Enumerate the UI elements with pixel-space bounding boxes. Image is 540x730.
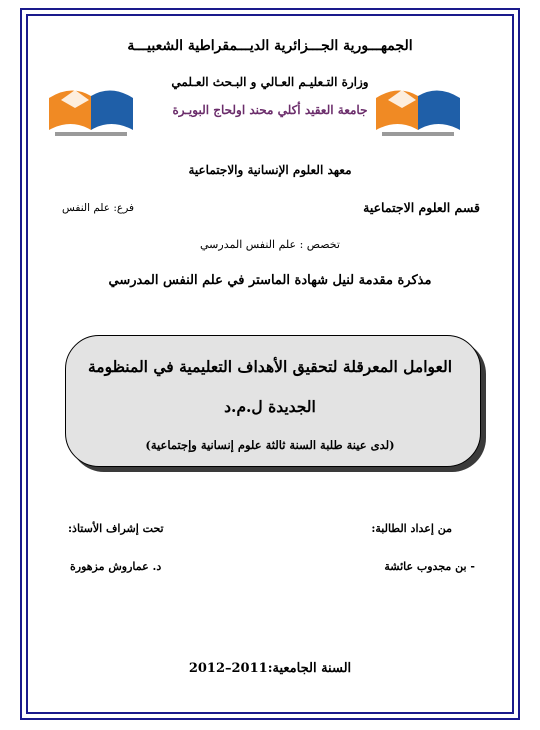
prepared-by-label: من إعداد الطالبة: bbox=[371, 522, 452, 535]
university-name: جامعة العقيد أكلي محند اولحاج البويـرة bbox=[172, 103, 368, 117]
university-book-logo-icon bbox=[372, 78, 464, 140]
thesis-title-line-2: الجديدة ل.م.د bbox=[224, 397, 316, 416]
thesis-sample: (لدى عينة طلبة السنة ثالثة علوم إنسانية وإجتماعية) bbox=[145, 438, 395, 452]
academic-year: السنة الجامعية:2011–2012 bbox=[188, 661, 352, 676]
republic-header: الجمهـــورية الجـــزائرية الديـــمقراطية الشعبيـــة bbox=[127, 38, 413, 54]
memo-statement: مذكرة مقدمة لنيل شهادة الماستر في علم النفس المدرسي bbox=[108, 273, 432, 288]
supervision-label: تحت إشراف الأستاذ: bbox=[68, 522, 164, 535]
ministry-header: وزارة التـعليـم العـالي و البـحث العـلمي bbox=[171, 75, 369, 89]
university-book-logo-icon bbox=[45, 78, 137, 140]
student-name: - بن مجدوب عائشة bbox=[384, 560, 475, 573]
department-name: قسم العلوم الاجتماعية bbox=[363, 200, 480, 215]
institute-name: معهد العلوم الإنسانية والاجتماعية bbox=[188, 163, 352, 177]
branch-label: فرع: علم النفس bbox=[62, 202, 135, 214]
supervisor-name: د. عماروش مزهورة bbox=[70, 560, 162, 573]
specialty-label: تخصص : علم النفس المدرسي bbox=[200, 238, 340, 251]
thesis-title-line-1: العوامل المعرقلة لتحقيق الأهداف التعليمية في المنظومة bbox=[87, 357, 453, 376]
